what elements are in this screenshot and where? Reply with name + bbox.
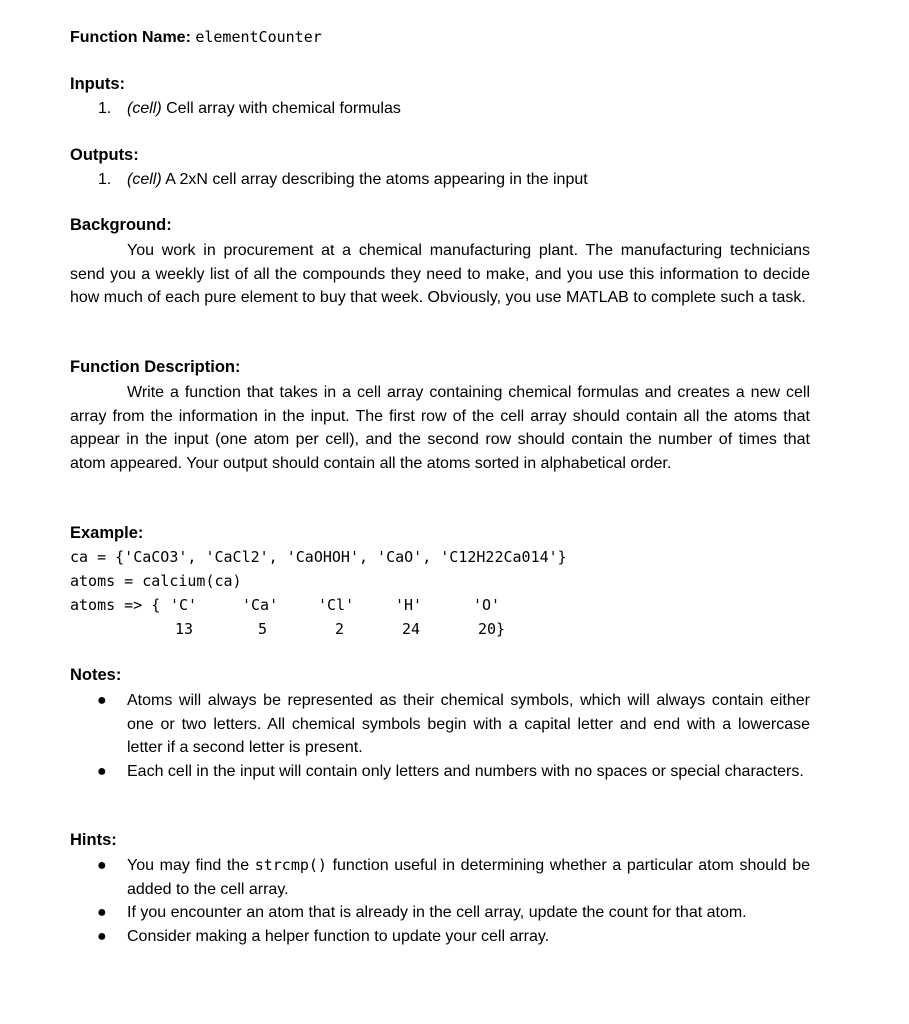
function-description-heading: Function Description: [70,358,241,376]
notes-list [70,689,810,783]
output-type: (cell) [127,171,162,188]
example-section [70,523,810,641]
notes-heading: Notes: [70,666,122,684]
background-paragraph [70,239,810,310]
atom-count: 5 [258,620,268,638]
function-description-section [70,357,810,475]
outputs-heading: Outputs: [70,146,139,164]
inputs-section [70,74,810,120]
list-number: 1. [98,100,112,117]
background-heading: Background: [70,216,172,234]
hint-text-post: function useful in determining whether a particular atom should be added to the cell array. [127,857,811,898]
hints-list [70,854,810,948]
output-description: A 2xN cell array describing the atoms appearing in the input [161,171,588,188]
list-item [70,854,810,901]
bullet-icon: ● [97,692,107,709]
example-code-line-2: atoms = calcium(ca) [70,572,242,590]
bullet-icon: ● [97,904,107,921]
function-name-row [70,26,810,49]
background-text: You work in procurement at a chemical manufacturing plant. The manufacturing technicians send you a weekly list of all the compounds they need to make, and you use this information to decide how much of each pure element to buy that week. Obviously, you use MATLAB to complete such a task. [70,242,810,306]
function-description-text: Write a function that takes in a cell array containing chemical formulas and creates a new cell array from the information in the input. The first row of the cell array should contain all the atoms that appear in the input (one atom per cell), and the second row should contain the number of times that atom appeared. Your output should contain all the atoms sorted in alphabetical order. [70,384,810,472]
notes-section [70,665,810,783]
atom-symbol: 'Ca' [242,596,279,614]
example-code-line-3 [70,593,810,617]
inputs-heading: Inputs: [70,75,125,93]
hints-section [70,830,810,948]
background-section [70,215,810,310]
list-item [70,925,810,949]
input-description: Cell array with chemical formulas [161,100,401,117]
atom-symbol: 'Cl' [318,596,355,614]
outputs-list [70,169,810,191]
atom-count: 24 [402,620,421,638]
function-name-value: elementCounter [195,28,322,46]
example-result-prefix: atoms => { [70,596,161,614]
example-code-line-1: ca = {'CaCO3', 'CaCl2', 'CaOHOH', 'CaO', 'C12H22Ca014'} [70,548,567,566]
atom-count: 20} [478,620,506,638]
list-number: 1. [98,171,112,188]
bullet-icon: ● [97,857,107,874]
hint-text: If you encounter an atom that is already in the cell array, update the count for that atom. [127,904,747,921]
example-code-line-4 [70,617,810,641]
list-item [70,98,810,120]
list-item [70,760,810,784]
atom-symbol: 'H' [395,596,423,614]
example-heading: Example: [70,524,144,542]
hint-text: Consider making a helper function to update your cell array. [127,927,550,945]
atom-symbol: 'C' [170,596,198,614]
hint-text-pre: You may find the [127,857,255,874]
list-item [70,169,810,191]
note-text: Each cell in the input will contain only letters and numbers with no spaces or special characters. [127,762,804,780]
input-type: (cell) [127,100,162,117]
hint-inline-code: strcmp() [254,856,327,874]
function-description-paragraph [70,381,810,475]
inputs-list [70,98,810,120]
hints-heading: Hints: [70,831,117,849]
atom-count: 13 [175,620,194,638]
function-name-label: Function Name: [70,29,191,46]
example-code [70,545,810,641]
bullet-icon: ● [97,927,107,945]
outputs-section [70,145,810,191]
note-text: Atoms will always be represented as their chemical symbols, which will always contain either one or two letters. All chemical symbols begin with a capital letter and end with a lowercase letter if a second letter is present. [127,692,810,756]
bullet-icon: ● [97,762,107,780]
list-item [70,901,810,925]
atom-count: 2 [335,620,345,638]
list-item [70,689,810,760]
atom-symbol: 'O' [473,596,501,614]
